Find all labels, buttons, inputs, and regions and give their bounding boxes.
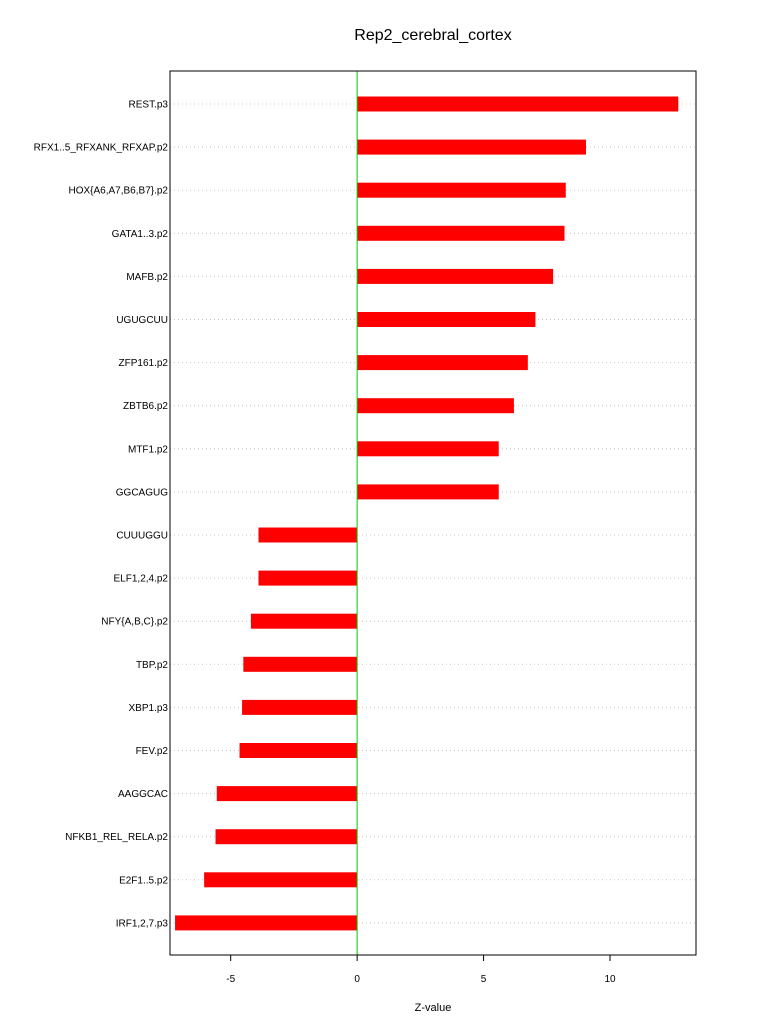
category-label: TBP.p2 — [135, 659, 168, 671]
bar — [357, 140, 586, 155]
category-label: UGUGCUU — [116, 315, 168, 326]
category-label: NFKB1_REL_RELA.p2 — [65, 832, 168, 844]
category-label: GATA1..3.p2 — [111, 228, 168, 240]
category-label: GGCAGUG — [115, 487, 168, 499]
category-label: RFX1..5_RFXANK_RFXAP.p2 — [33, 142, 168, 154]
category-label: ZFP161.p2 — [118, 358, 168, 370]
bar — [204, 872, 357, 887]
x-tick-label: -5 — [226, 974, 236, 985]
x-tick-label: 0 — [354, 974, 360, 985]
category-label: ELF1,2,4.p2 — [113, 573, 168, 585]
bar — [357, 269, 553, 284]
bar — [357, 183, 566, 198]
bar — [216, 829, 358, 844]
bar — [357, 312, 535, 327]
category-label: E2F1..5.p2 — [119, 875, 168, 887]
category-label: AAGGCAC — [117, 789, 168, 801]
bar — [357, 226, 564, 241]
bar — [242, 700, 357, 715]
x-axis-label: Z-value — [414, 1002, 452, 1014]
x-tick-label: 5 — [480, 974, 487, 985]
bar — [357, 484, 499, 499]
bar — [259, 528, 358, 543]
category-label: HOX{A6,A7,B6,B7}.p2 — [68, 185, 168, 197]
chart-title: Rep2_cerebral_cortex — [354, 27, 512, 44]
bar — [357, 441, 499, 456]
bar — [259, 571, 358, 586]
bar — [175, 915, 357, 930]
bar — [357, 97, 678, 112]
category-labels — [34, 100, 169, 930]
bars — [175, 97, 678, 931]
bar — [357, 398, 514, 413]
bar — [251, 614, 357, 629]
plot-frame — [170, 71, 696, 955]
category-label: FEV.p2 — [135, 746, 168, 757]
category-label: CUUUGGU — [116, 530, 168, 542]
category-label: IRF1,2,7.p3 — [115, 918, 168, 930]
bar — [240, 743, 358, 758]
x-tick-label: 10 — [604, 974, 616, 985]
category-label: MAFB.p2 — [126, 271, 168, 283]
bar — [243, 657, 357, 672]
category-label: REST.p3 — [128, 99, 168, 111]
bar — [357, 355, 528, 370]
x-axis-ticks — [226, 955, 616, 985]
category-label: MTF1.p2 — [127, 444, 168, 456]
category-label: NFY{A,B,C}.p2 — [101, 616, 168, 628]
category-label: ZBTB6.p2 — [122, 401, 168, 413]
bar — [217, 786, 357, 801]
category-label: XBP1.p3 — [128, 702, 168, 714]
